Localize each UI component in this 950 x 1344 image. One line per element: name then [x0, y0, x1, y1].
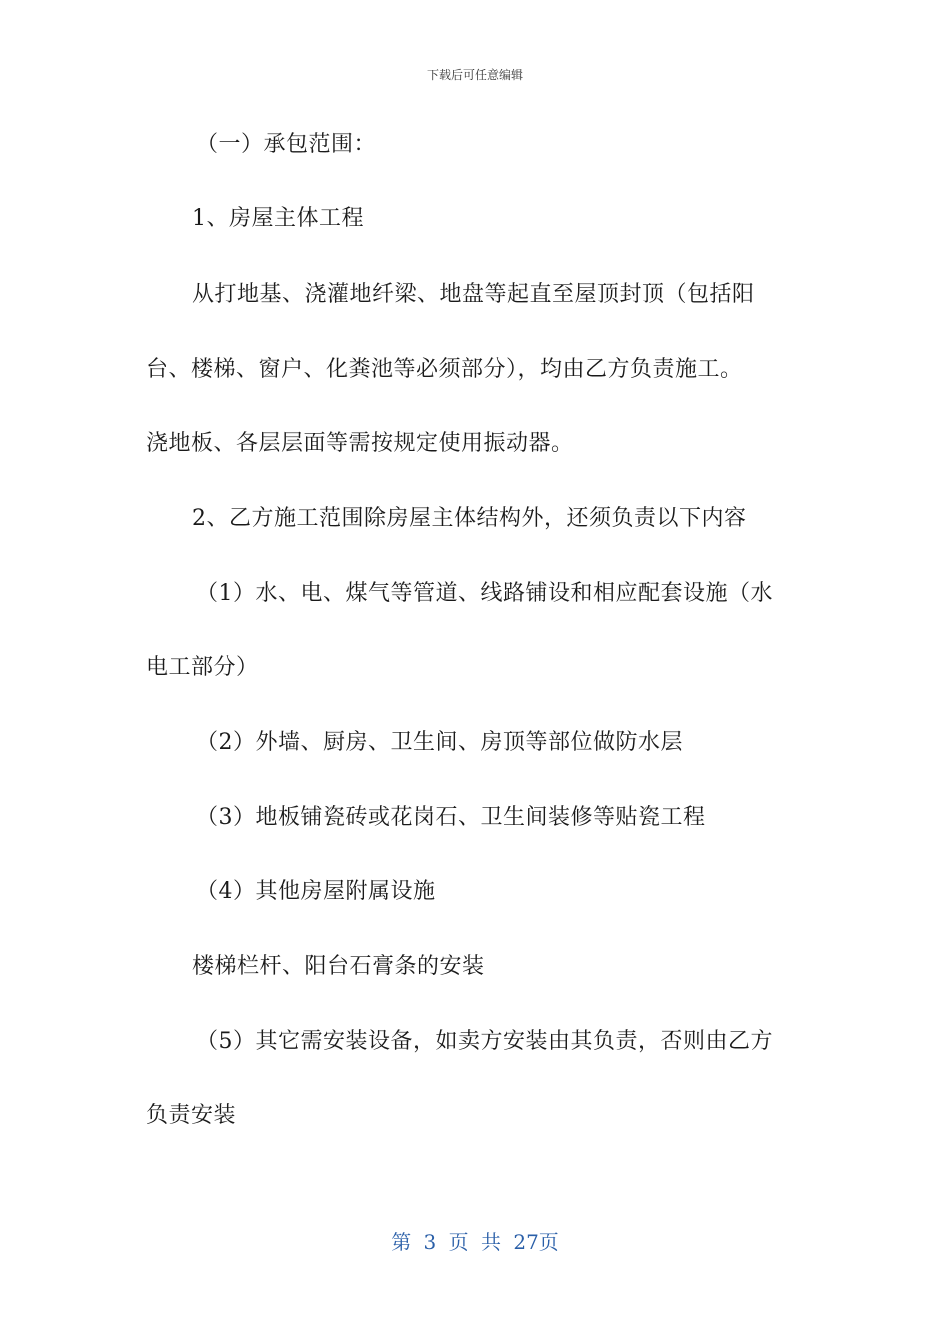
paragraph-line: 台、楼梯、窗户、化粪池等必须部分），均由乙方负责施工。 [146, 357, 743, 382]
sub-item-line: 电工部分） [146, 655, 259, 680]
sub-item-line: （3）地板铺瓷砖或花岗石、卫生间装修等贴瓷工程 [196, 805, 706, 830]
sub-item-line: （2）外墙、厨房、卫生间、房顶等部位做防水层 [196, 730, 683, 755]
header-note: 下载后可任意编辑 [426, 68, 523, 82]
sub-item-line: （5）其它需安装设备，如卖方安装由其负责，否则由乙方 [196, 1029, 773, 1054]
sub-item-line: （1）水、电、煤气等管道、线路铺设和相应配套设施（水 [196, 581, 773, 606]
item-heading: 1、房屋主体工程 [192, 206, 364, 231]
page-number: 第 3 页 共 27页 [391, 1230, 559, 1254]
paragraph-line: 浇地板、各层层面等需按规定使用振动器。 [146, 431, 574, 456]
sub-item-line: 负责安装 [146, 1103, 237, 1128]
paragraph-line: 从打地基、浇灌地纤梁、地盘等起直至屋顶封顶（包括阳 [192, 282, 755, 307]
item-heading: 2、乙方施工范围除房屋主体结构外，还须负责以下内容 [192, 506, 747, 531]
paragraph-line: 楼梯栏杆、阳台石膏条的安装 [192, 954, 485, 979]
sub-item-line: （4）其他房屋附属设施 [196, 879, 436, 904]
section-heading: （一）承包范围： [196, 132, 377, 157]
